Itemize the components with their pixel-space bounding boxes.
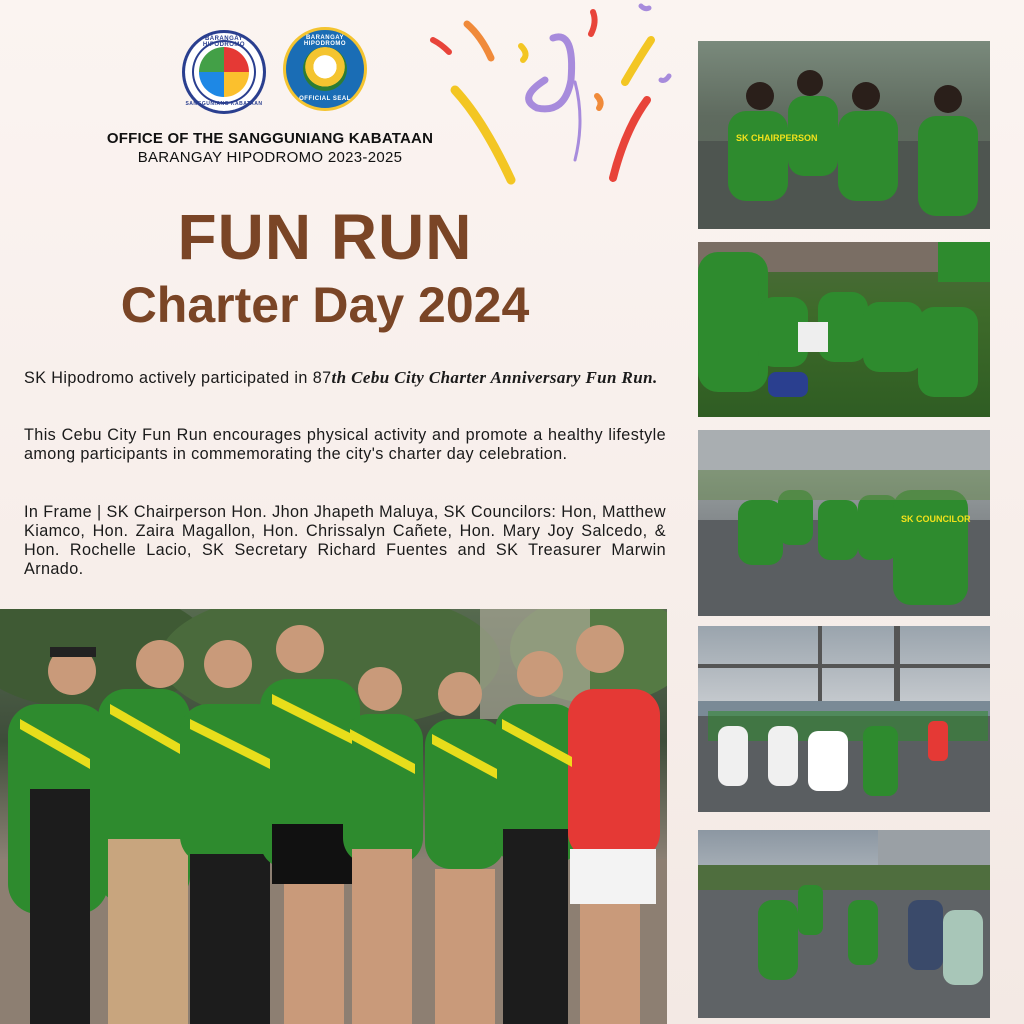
street-runners-photo [698, 830, 990, 1018]
seal-bottom-text: OFFICIAL SEAL [299, 96, 351, 102]
sk-logo-bottom-text: SANGGUNIANG KABATAAN [185, 101, 263, 107]
intro-period: . [653, 368, 658, 387]
intro-paragraph [24, 368, 666, 388]
bridge-runners-photo [698, 626, 990, 812]
shirt-label-councilor: SK COUNCILOR [901, 514, 971, 524]
group-sitting-photo [698, 242, 990, 417]
in-frame-paragraph: In Frame | SK Chairperson Hon. Jhon Jhapeth Maluya, SK Councilors: Hon, Matthew Kiamco, Hon. Zaira Magallon, Hon. Chrissalyn Cañete, Hon. Mary Joy Salcedo, & Hon. Rochelle Lacio, SK Secretary Richard Fuentes and SK Treasurer Marwin Arnado. [24, 503, 666, 578]
seal-top-text: BARANGAY HIPODROMO [303, 35, 347, 47]
group-photo [0, 609, 667, 1024]
event-name: th Cebu City Charter Anniversary Fun Run [331, 368, 653, 387]
runners-photo-1 [698, 41, 990, 229]
shirt-label-chairperson: SK CHAIRPERSON [736, 133, 818, 143]
sk-logo [182, 30, 266, 114]
intro-text: SK Hipodromo actively participated in 87 [24, 369, 332, 387]
office-heading: OFFICE OF THE SANGGUNIANG KABATAAN [106, 130, 434, 147]
sk-logo-top-text: BARANGAY HIPODROMO [202, 36, 246, 48]
horse-seal-icon [303, 47, 347, 91]
page-subtitle: Charter Day 2024 [120, 277, 530, 333]
barangay-term: BARANGAY HIPODROMO 2023-2025 [137, 149, 403, 166]
purpose-paragraph: This Cebu City Fun Run encourages physical activity and promote a healthy lifestyle among participants in commemorating the city's charter day celebration. [24, 426, 666, 463]
sk-figures-icon [199, 47, 249, 97]
page-title: FUN RUN [177, 201, 473, 273]
runners-photo-2 [698, 430, 990, 616]
barangay-seal-logo [283, 27, 367, 111]
